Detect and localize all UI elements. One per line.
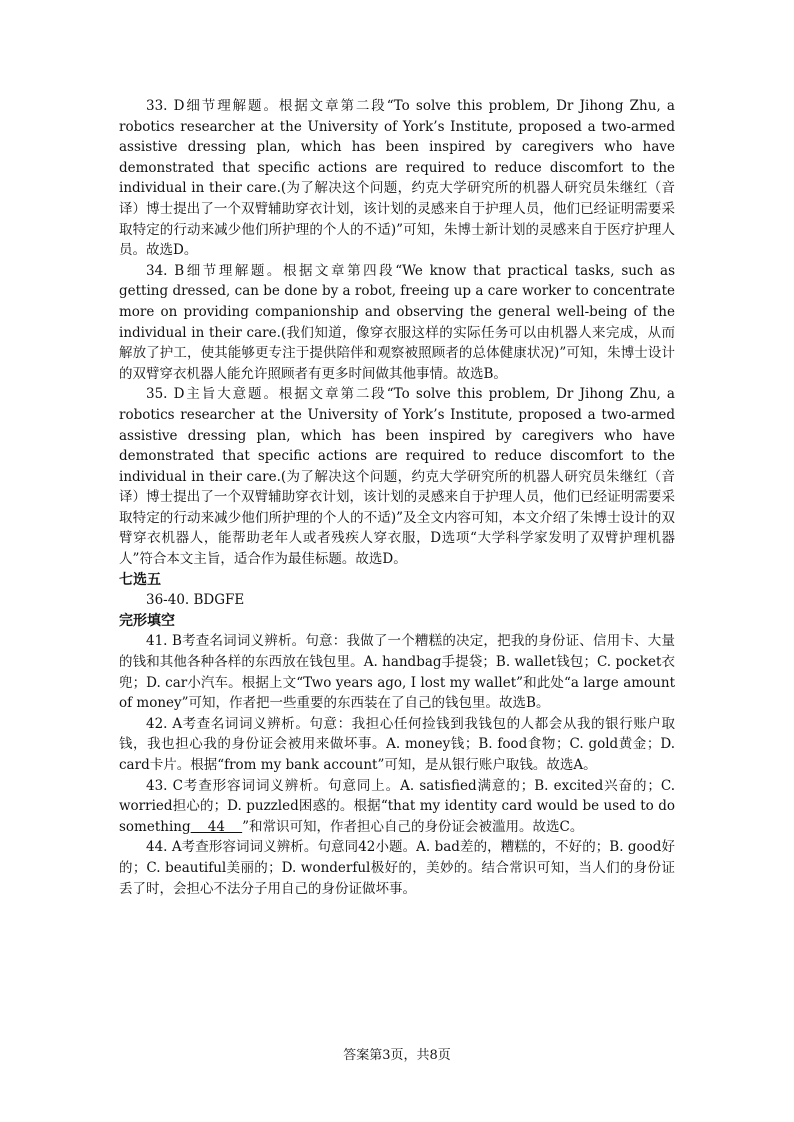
answer-44: 44. A考查形容词词义辨析。句意同42小题。A. bad差的，糟糕的，不好的；B. good好的；C. beautiful美丽的；D. wonderful极好的，美妙的。结合常识可知，当人们的身份证丢了时，会担心不法分子用自己的身份证做坏事。: [119, 839, 675, 897]
answer-35: 35. D主旨大意题。根据文章第二段“To solve this problem, Dr Jihong Zhu, a robotics researcher at the University of York’s Institute, proposed a two-armed assistive dressing plan, which has been inspired by caregivers who have demonstrated that specific actions are required to reduce discomfort to the individual in their care.(为了解决这个问题，约克大学研究所的机器人研究员朱继红（音译）博士提出了一个双臂辅助穿衣计划，该计划的灵感来自于护理人员，他们已经证明需要采取特定的行动来减少他们所护理的个人的不适)”及全文内容可知，本文介绍了朱博士设计的双臂穿衣机器人，能帮助老年人或者残疾人穿衣服，D选项“大学科学家发明了双臂护理机器人”符合本文主旨，适合作为最佳标题。故选D。: [119, 386, 675, 568]
answer-36-40: 36-40. BDGFE: [146, 592, 245, 609]
section-heading-cloze: 完形填空: [119, 612, 175, 629]
answer-43-blank: 44: [190, 818, 243, 835]
answer-42: 42. A考查名词词义辨析。句意：我担心任何捡钱到我钱包的人都会从我的银行账户取钱，我也担心我的身份证会被用来做坏事。A. money钱；B. food食物；C. gold黄金；D. card卡片。根据“from my bank account”可知，是从银行账户取钱。故选A。: [119, 715, 675, 773]
answer-43-text-a: 43. C考查形容词词义辨析。句意同上。A. satisfied满意的；B. excited兴奋的；C. worried担心的；D. puzzled困惑的。根据“that my identity card would be used to do something: [119, 777, 675, 835]
answer-43: [119, 776, 675, 838]
answer-33: 33. D细节理解题。根据文章第二段“To solve this problem, Dr Jihong Zhu, a robotics researcher at the University of York’s Institute, proposed a two-armed assistive dressing plan, which has been inspired by caregivers who have demonstrated that specific actions are required to reduce discomfort to the individual in their care.(为了解决这个问题，约克大学研究所的机器人研究员朱继红（音译）博士提出了一个双臂辅助穿衣计划，该计划的灵感来自于护理人员，他们已经证明需要采取特定的行动来减少他们所护理的个人的不适)”可知，朱博士新计划的灵感来自于医疗护理人员。故选D。: [119, 98, 675, 259]
answer-34: 34. B细节理解题。根据文章第四段“We know that practical tasks, such as getting dressed, can be done by a robot, freeing up a care worker to concentrate more on providing companionship and observing the general well-being of the individual in their care.(我们知道，像穿衣服这样的实际任务可以由机器人来完成，从而解放了护工，使其能够更专注于提供陪伴和观察被照顾者的总体健康状况)”可知，朱博士设计的双臂穿衣机器人能允许照顾者有更多时间做其他事情。故选B。: [119, 262, 675, 382]
answer-43-text-b: ”和常识可知，作者担心自己的身份证会被滥用。故选C。: [242, 818, 584, 835]
page-footer: 答案第3页，共8页: [343, 1048, 451, 1063]
section-heading-qixuanwu: 七选五: [119, 571, 161, 588]
answer-content: [119, 96, 675, 899]
answer-41: 41. B考查名词词义辨析。句意：我做了一个糟糕的决定，把我的身份证、信用卡、大量的钱和其他各种各样的东西放在钱包里。A. handbag手提袋；B. wallet钱包；C. pocket衣兜；D. car小汽车。根据上文“Two years ago, I lost my wallet”和此处“a large amount of money”可知，作者把一些重要的东西装在了自己的钱包里。故选B。: [119, 633, 675, 712]
